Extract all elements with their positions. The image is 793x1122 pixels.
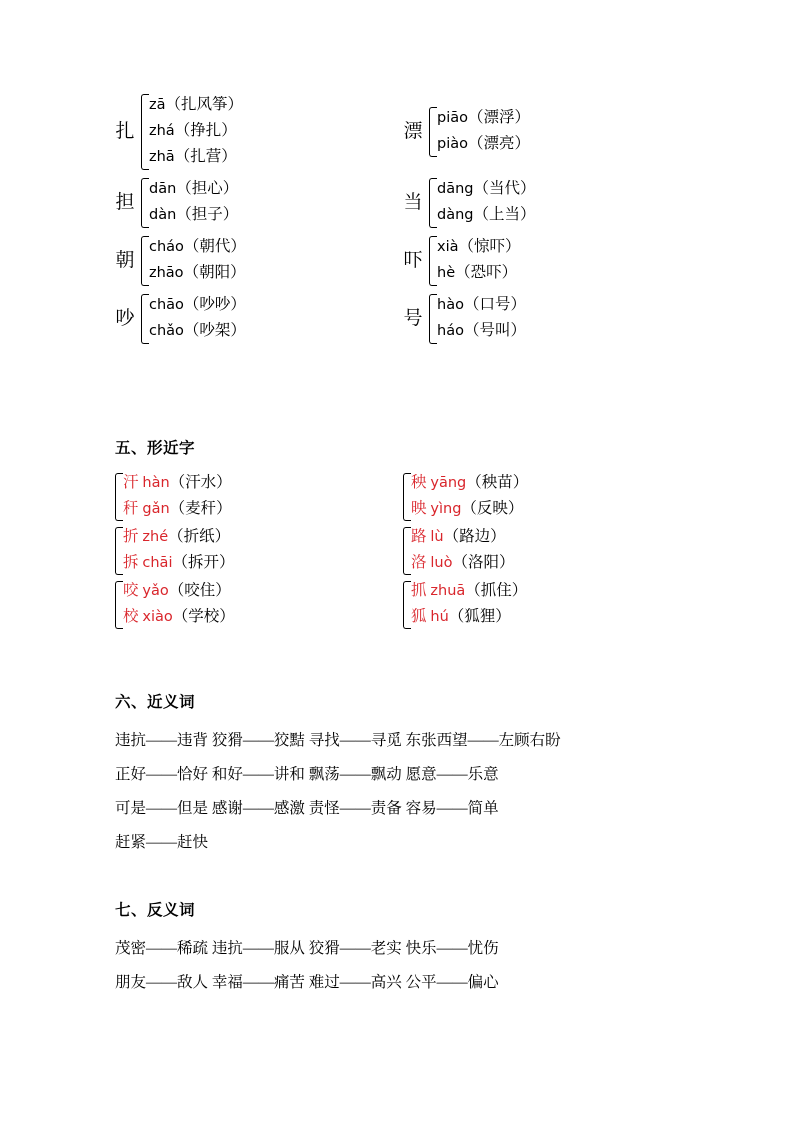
example-word: （上当） [473,206,536,223]
character: 汗 [123,474,139,491]
pinyin: piào [437,136,468,152]
brace-icon [138,92,149,170]
xingjinzi-row [112,470,692,522]
polyphone-entry [149,260,246,286]
character: 映 [411,500,427,517]
pinyin: zhé [142,529,169,545]
polyphone-row [112,176,692,228]
example-word: （恐吓） [455,264,518,281]
xingjinzi-section [112,470,692,632]
example-word: （漂亮） [468,135,531,152]
polyphone-entry [437,292,526,318]
character: 咬 [123,582,139,599]
brace-icon [400,579,411,629]
polyphone-entry [149,92,243,118]
example-word: （扎营） [174,148,237,165]
brace-icon [426,292,437,344]
character: 狐 [411,608,427,625]
character: 洛 [411,554,427,571]
xingjinzi-entries [411,470,528,522]
character: 秆 [123,500,139,517]
polyphone-entries [149,92,243,170]
xingjinzi-group [112,524,322,576]
example-word: （路边） [443,528,506,545]
xingjinzi-entries [123,524,234,576]
section-heading-xingjinzi: 五、形近字 [115,440,196,457]
pinyin: zā [149,97,166,113]
example-word: （抓住） [465,582,528,599]
pinyin: luò [430,555,453,571]
xingjinzi-entry [123,604,235,630]
xingjinzi-row [112,578,692,630]
example-word: （吵架） [183,322,246,339]
xingjinzi-entry [411,496,528,522]
polyphone-entry [149,202,238,228]
pinyin: dàng [437,207,474,223]
polyphone-char: 吓 [403,249,423,271]
xingjinzi-row [112,524,692,576]
example-word: （扎风筝） [165,96,244,113]
brace-icon [138,234,149,286]
polyphone-char: 当 [403,191,423,213]
polyphone-char: 扎 [115,120,135,142]
pinyin: yāng [430,475,467,491]
polyphone-char: 朝 [115,249,135,271]
pinyin: zhuā [430,583,466,599]
polyphone-entries [437,234,521,286]
xingjinzi-entry [123,550,234,576]
fanyici-section [115,932,695,1000]
polyphone-entry [437,202,536,228]
polyphone-entries [437,292,526,344]
pinyin: piāo [437,110,468,126]
example-word: （当代） [473,180,536,197]
polyphone-entry [437,176,536,202]
fanyici-line: 茂密——稀疏 违抗——服从 狡猾——老实 快乐——忧伤 [115,940,499,957]
jinyici-line: 赶紧——赶快 [115,834,209,851]
polyphone-char: 担 [115,191,135,213]
xingjinzi-group [400,470,610,522]
xingjinzi-entries [411,524,515,576]
pinyin: chāo [149,297,184,313]
pinyin: xià [437,239,459,255]
brace-icon [138,292,149,344]
xingjinzi-entry [411,604,527,630]
example-word: （秧苗） [466,474,529,491]
polyphone-entries [149,292,246,344]
example-word: （朝阳） [183,264,246,281]
brace-icon [426,234,437,286]
brace-icon [112,579,123,629]
character: 路 [411,528,427,545]
pinyin: dān [149,181,177,197]
polyphone-entry [437,234,521,260]
polyphone-group-chao2 [112,292,350,344]
pinyin: gǎn [142,501,170,517]
xingjinzi-entry [123,470,232,496]
pinyin: hàn [142,475,170,491]
xingjinzi-group [112,578,322,630]
section-heading-fanyici: 七、反义词 [115,902,196,919]
pinyin: hè [437,265,456,281]
xingjinzi-entry [123,578,235,604]
pinyin: cháo [149,239,184,255]
polyphone-section [112,92,692,350]
polyphone-entry [437,105,530,131]
xingjinzi-entry [411,524,515,550]
polyphone-entries [149,234,246,286]
example-word: （学校） [172,608,235,625]
jinyici-line: 可是——但是 感谢——感激 责怪——责备 容易——简单 [115,800,499,817]
polyphone-char: 漂 [403,120,423,142]
jinyici-line: 正好——恰好 和好——讲和 飘荡——飘动 愿意——乐意 [115,766,499,783]
xingjinzi-entry [411,550,515,576]
brace-icon [426,176,437,228]
brace-icon [400,525,411,575]
example-word: （朝代） [183,238,246,255]
character: 拆 [123,554,139,571]
polyphone-char: 吵 [115,307,135,329]
example-word: （担子） [176,206,239,223]
fanyici-line: 朋友——敌人 幸福——痛苦 难过——高兴 公平——偏心 [115,974,499,991]
polyphone-entries [149,176,238,228]
character: 折 [123,528,139,545]
example-word: （挣扎） [174,122,237,139]
xingjinzi-entries [123,578,235,630]
polyphone-group-dan [112,176,350,228]
example-word: （狐狸） [448,608,511,625]
polyphone-entry [437,318,526,344]
pinyin: lù [430,529,444,545]
polyphone-char: 号 [403,307,423,329]
polyphone-group-piao [400,92,638,170]
example-word: （惊吓） [458,238,521,255]
polyphone-entries [437,105,530,157]
pinyin: hào [437,297,464,313]
character: 抓 [411,582,427,599]
xingjinzi-entry [411,578,527,604]
xingjinzi-entries [123,470,232,522]
pinyin: zhā [149,149,175,165]
polyphone-entry [149,234,246,260]
pinyin: hú [430,609,449,625]
pinyin: chāi [142,555,173,571]
example-word: （洛阳） [452,554,515,571]
polyphone-group-xia [400,234,638,286]
pinyin: yìng [430,501,462,517]
section-heading-jinyici: 六、近义词 [115,694,196,711]
brace-icon [138,176,149,228]
polyphone-entry [149,144,243,170]
polyphone-entry [149,118,243,144]
example-word: （吵吵） [183,296,246,313]
example-word: （漂浮） [468,109,531,126]
pinyin: xiào [142,609,173,625]
brace-icon [426,105,437,157]
example-word: （拆开） [172,554,235,571]
example-word: （折纸） [168,528,231,545]
example-word: （汗水） [169,474,232,491]
xingjinzi-entry [123,496,232,522]
pinyin: dàn [149,207,177,223]
example-word: （麦秆） [169,500,232,517]
xingjinzi-entries [411,578,527,630]
polyphone-group-chao [112,234,350,286]
brace-icon [112,525,123,575]
polyphone-entry [149,176,238,202]
xingjinzi-entry [123,524,234,550]
character: 秧 [411,474,427,491]
polyphone-entry [149,318,246,344]
polyphone-group-dang [400,176,638,228]
brace-icon [400,471,411,521]
polyphone-entry [437,260,521,286]
polyphone-row [112,92,692,170]
jinyici-section [115,724,695,860]
polyphone-entry [149,292,246,318]
polyphone-group-za [112,92,350,170]
polyphone-row [112,234,692,286]
polyphone-entries [437,176,536,228]
example-word: （担心） [176,180,239,197]
xingjinzi-group [400,578,610,630]
polyphone-row [112,292,692,344]
polyphone-entry [437,131,530,157]
example-word: （口号） [463,296,526,313]
xingjinzi-group [112,470,322,522]
pinyin: zhá [149,123,175,139]
pinyin: háo [437,323,464,339]
brace-icon [112,471,123,521]
xingjinzi-group [400,524,610,576]
example-word: （咬住） [168,582,231,599]
pinyin: yǎo [142,583,169,599]
pinyin: chǎo [149,323,184,339]
character: 校 [123,608,139,625]
polyphone-group-hao [400,292,638,344]
pinyin: zhāo [149,265,184,281]
jinyici-line: 违抗——违背 狡猾——狡黠 寻找——寻觅 东张西望——左顾右盼 [115,732,561,749]
example-word: （号叫） [463,322,526,339]
xingjinzi-entry [411,470,528,496]
pinyin: dāng [437,181,474,197]
example-word: （反映） [461,500,524,517]
